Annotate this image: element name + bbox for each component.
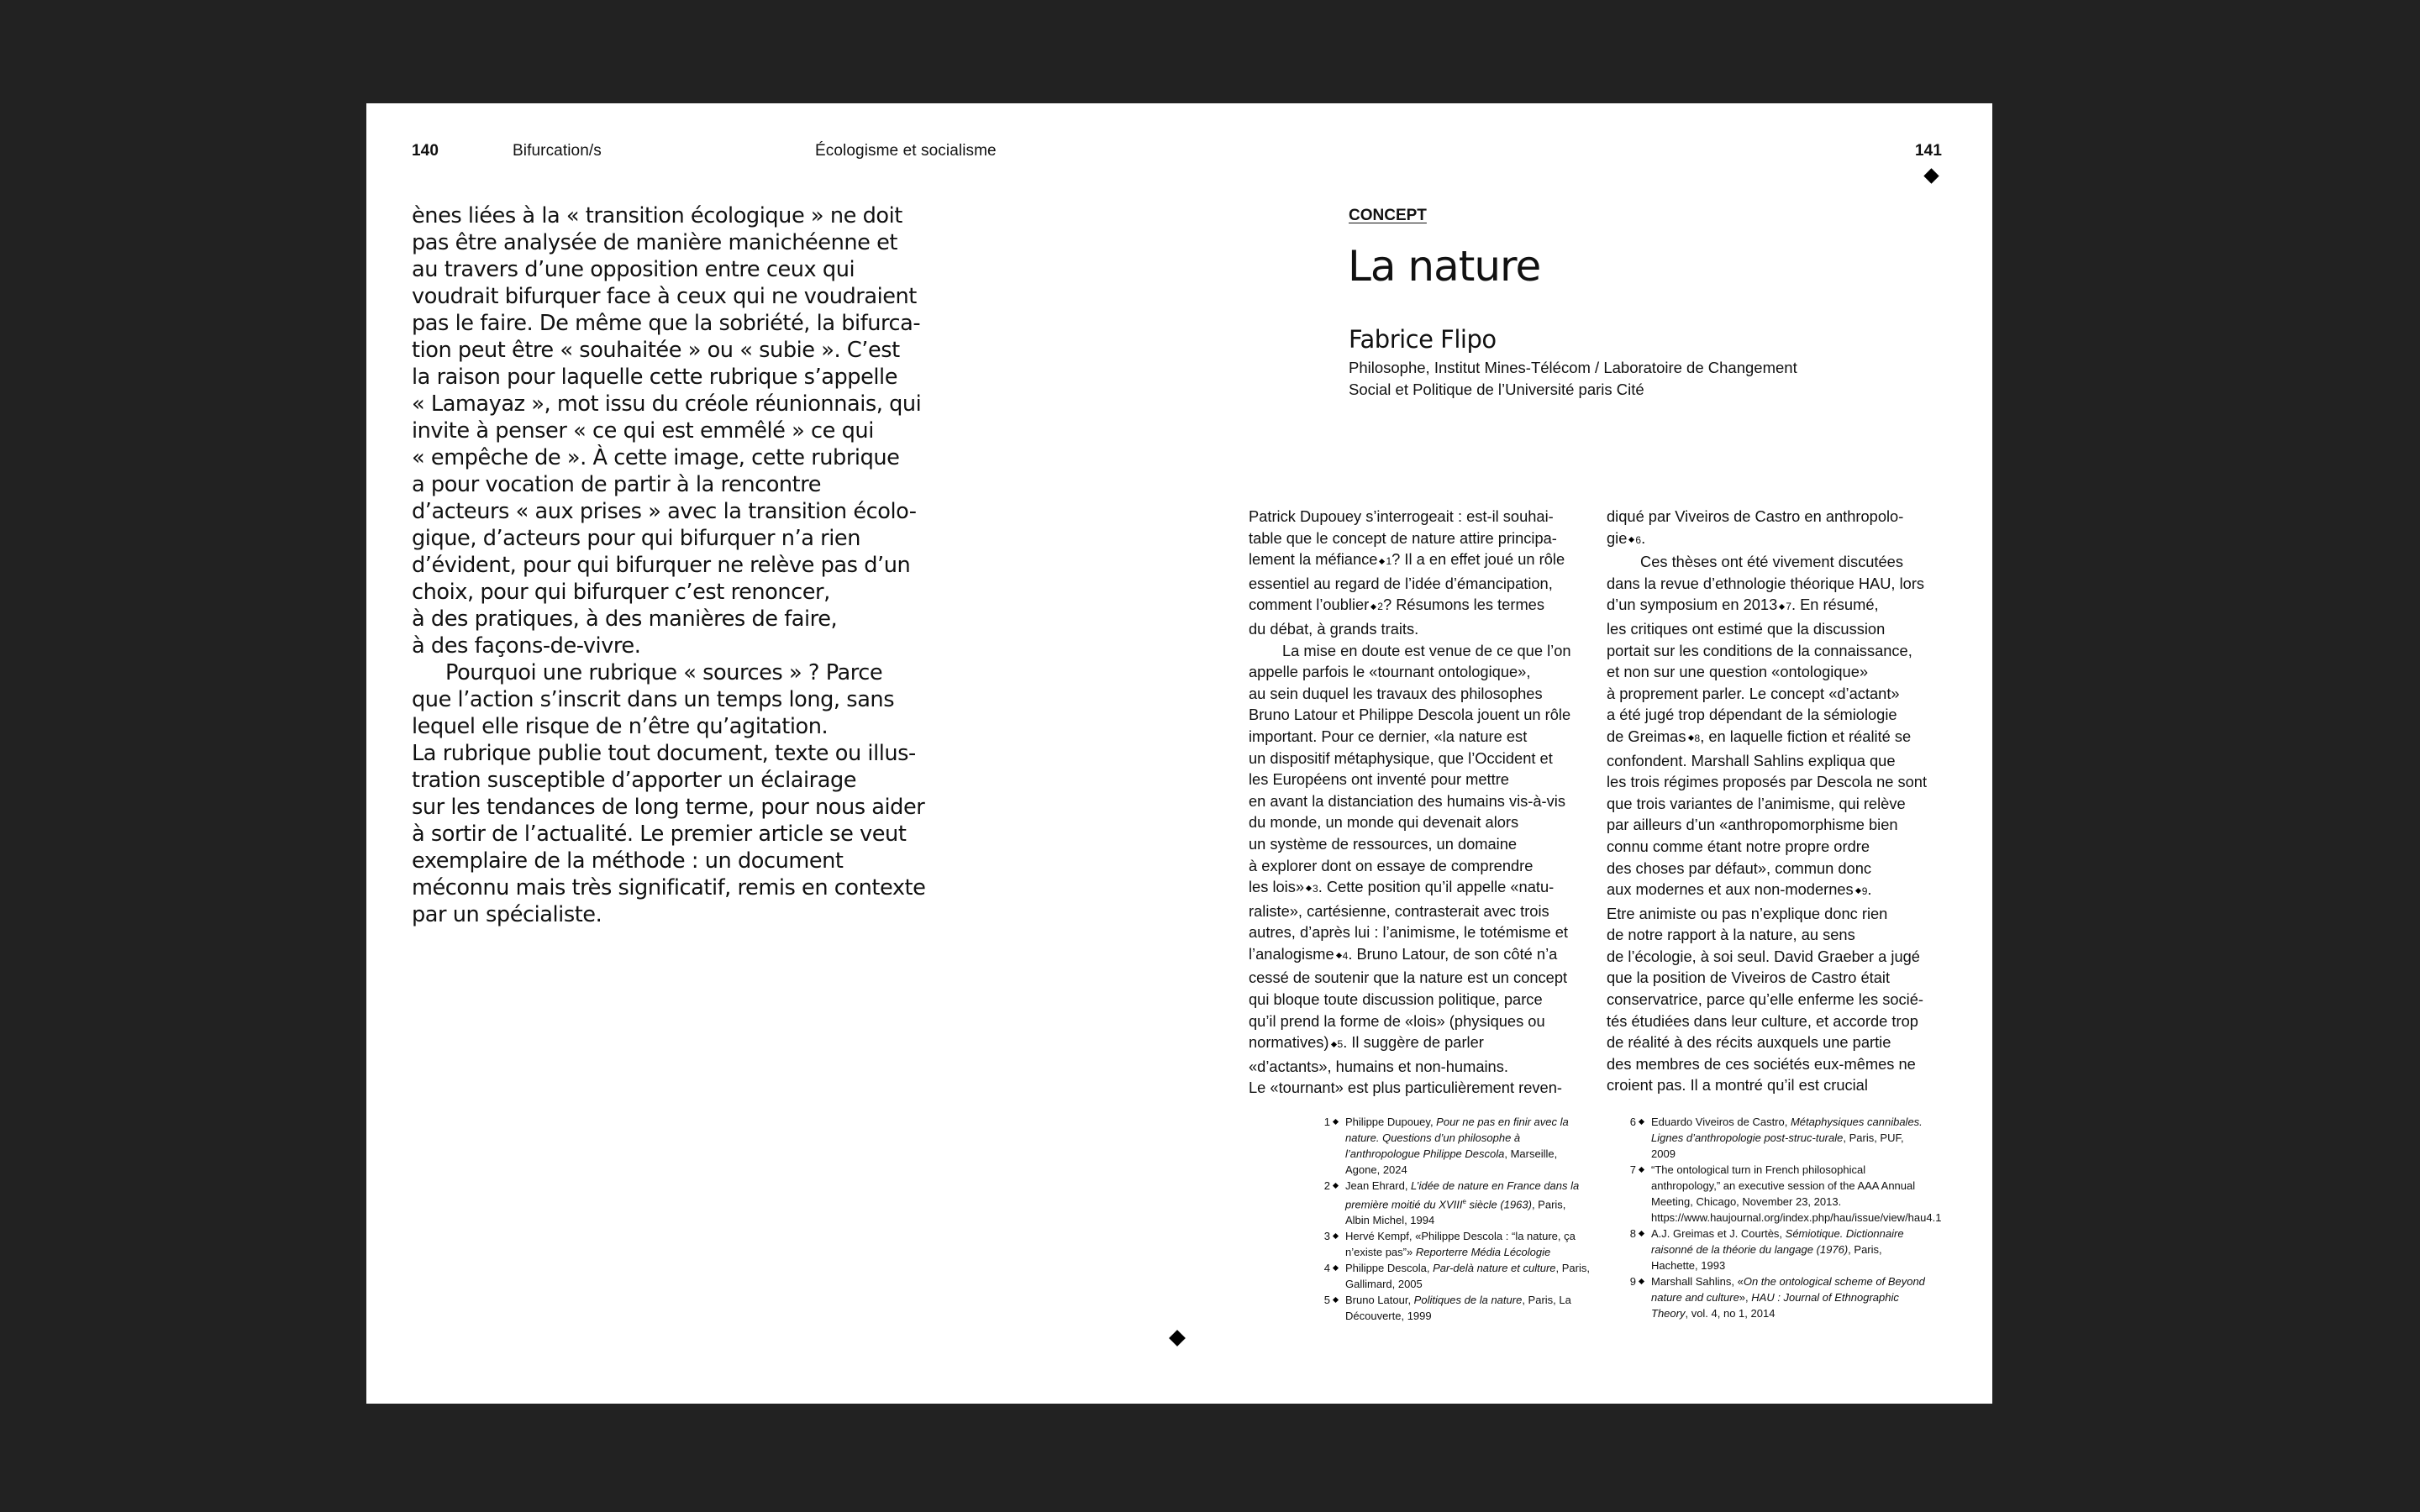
text-line: que l’action s’inscrit dans un temps long, sans xyxy=(412,687,895,712)
line-text: à explorer dont on essaye de comprendre xyxy=(1249,856,1534,874)
line-text: comment l’oublier xyxy=(1249,596,1370,614)
text-line xyxy=(1607,771,1960,793)
footnote-reference[interactable]: 6 xyxy=(1627,534,1641,546)
left-page-number: 140 xyxy=(412,142,439,160)
footnote-item xyxy=(1321,1292,1590,1324)
affiliation-line: Social et Politique de l’Université paris Cité xyxy=(1349,381,1644,398)
text-line xyxy=(1607,661,1960,683)
line-text: Le «tournant» est plus particulièrement reven- xyxy=(1249,1079,1562,1097)
footnote-segment: e xyxy=(1462,1198,1466,1205)
text-line: ènes liées à la « transition écologique » ne doit xyxy=(412,203,902,228)
footnote-number: 1 xyxy=(1321,1114,1338,1130)
footnote-number: 8 xyxy=(1627,1226,1644,1242)
line-text: les trois régimes proposés par Descola ne sont xyxy=(1607,773,1928,791)
text-line: à des façons-de-vivre. xyxy=(412,633,641,659)
footnote-number: 3 xyxy=(1321,1228,1338,1244)
line-text: portait sur les conditions de la connaissance, xyxy=(1607,641,1912,659)
text-line: choix, pour qui bifurquer c’est renoncer, xyxy=(412,580,830,605)
line-text: raliste», cartésienne, contrasterait avec trois xyxy=(1249,901,1549,920)
text-line: pas être analysée de manière manichéenne et xyxy=(412,230,897,255)
text-line xyxy=(1607,879,1960,903)
footnote-segment: , Paris, Gallimard, 2005 xyxy=(1345,1262,1590,1291)
text-line: méconnu mais très significatif, remis en contexte xyxy=(412,875,926,900)
book-spread xyxy=(366,103,1992,1404)
footnote-item xyxy=(1321,1178,1590,1228)
footnote-segment: A.J. Greimas et J. Courtès, xyxy=(1651,1227,1786,1240)
line-text: l’analogisme xyxy=(1249,944,1334,963)
text-line xyxy=(1607,750,1960,772)
text-line xyxy=(1607,1074,1960,1096)
article-column-1 xyxy=(1249,506,1602,1099)
footnote-italic-segment: Reporterre Média Lécologie xyxy=(1415,1246,1551,1259)
article-author: Fabrice Flipo xyxy=(1349,325,1497,354)
text-line: invite à penser « ce qui est emmêlé » ce qui xyxy=(412,418,874,444)
line-text: connu comme étant notre propre ordre xyxy=(1607,837,1870,855)
line-text: normatives) xyxy=(1249,1033,1329,1052)
text-line: tion peut être « souhaitée » ou « subie ». C’est xyxy=(412,338,900,363)
line-text: dans la revue d’ethnologie théorique HAU, lors xyxy=(1607,574,1925,592)
text-line: la raison pour laquelle cette rubrique s’appelle xyxy=(412,365,897,390)
line-text: les Européens ont inventé pour mettre xyxy=(1249,770,1509,789)
line-text: confondent. Marshall Sahlins expliqua que xyxy=(1607,751,1896,769)
text-line xyxy=(1249,748,1602,769)
text-line xyxy=(1607,640,1960,662)
text-line: par un spécialiste. xyxy=(412,902,602,927)
line-text: de notre rapport à la nature, au sens xyxy=(1607,926,1855,944)
footnote-segment: Bruno Latour, xyxy=(1345,1294,1414,1307)
footnote-reference[interactable]: 1 xyxy=(1377,555,1392,567)
article-column-2 xyxy=(1607,506,1960,1096)
text-line xyxy=(1249,876,1602,900)
line-text: gie xyxy=(1607,528,1628,547)
text-line xyxy=(1249,661,1602,683)
footnote-italic-segment: Politiques de la nature xyxy=(1413,1294,1523,1307)
footnotes-column-1 xyxy=(1321,1114,1590,1324)
footnote-segment: “The ontological turn in French philosophical anthropology,” an executive session of the AAA Annual Meeting, Chicago, November 23, 2013. https://www.haujournal.org/index.php/hau/issue/view/hau4.1 xyxy=(1651,1163,1942,1224)
line-text: que trois variantes de l’animisme, qui relève xyxy=(1607,794,1906,812)
footnote-reference[interactable]: 4 xyxy=(1334,950,1349,962)
footnote-reference[interactable]: 5 xyxy=(1329,1038,1344,1050)
text-line: gique, d’acteurs pour qui bifurquer n’a rien xyxy=(412,526,860,551)
footnote-text xyxy=(1345,1114,1590,1178)
line-text: des membres de ces sociétés eux-mêmes ne xyxy=(1607,1054,1916,1073)
text-line xyxy=(1607,967,1960,989)
footnote-italic-segment: Par-delà nature et culture xyxy=(1433,1262,1556,1275)
text-line: d’évident, pour qui bifurquer ne relève pas d’un xyxy=(412,553,911,578)
text-line xyxy=(1249,855,1602,877)
footnote-text xyxy=(1651,1273,1929,1321)
footnote-number: 5 xyxy=(1321,1292,1338,1308)
text-line xyxy=(1607,528,1960,552)
text-line xyxy=(1249,506,1602,528)
text-line: à des pratiques, à des manières de faire, xyxy=(412,606,838,632)
text-line xyxy=(1607,924,1960,946)
line-text: important. Pour ce dernier, «la nature est xyxy=(1249,727,1528,745)
footnote-segment: , Paris, La Découverte, 1999 xyxy=(1345,1294,1571,1323)
text-line xyxy=(1249,618,1602,640)
footnote-text xyxy=(1345,1292,1590,1324)
line-text: par ailleurs d’un «anthropomorphisme bien xyxy=(1607,816,1898,834)
footnote-item xyxy=(1321,1260,1590,1292)
line-text: Etre animiste ou pas n’explique donc rien xyxy=(1607,904,1888,922)
text-line: La rubrique publie tout document, texte ou illus- xyxy=(412,741,916,766)
line-text: que la position de Viveiros de Castro était xyxy=(1607,969,1891,987)
text-line xyxy=(1249,943,1602,968)
text-line xyxy=(1607,506,1960,528)
footnote-text xyxy=(1345,1178,1590,1228)
text-line xyxy=(1607,1053,1960,1075)
footnote-segment: , Paris, Hachette, 1993 xyxy=(1651,1243,1882,1272)
footnote-italic-segment: On the ontological scheme of Beyond nature and culture xyxy=(1651,1275,1925,1304)
left-page-body xyxy=(412,202,933,928)
footnote-number: 4 xyxy=(1321,1260,1338,1276)
line-text: de l’écologie, à soi seul. David Graeber a jugé xyxy=(1607,947,1920,965)
text-line xyxy=(1249,967,1602,989)
diamond-icon xyxy=(1169,1330,1186,1347)
affiliation-line: Philosophe, Institut Mines-Télécom / Laboratoire de Changement xyxy=(1349,359,1797,376)
text-line xyxy=(1249,528,1602,549)
text-line xyxy=(1607,989,1960,1011)
footnote-segment: , Paris, Albin Michel, 1994 xyxy=(1345,1198,1566,1227)
line-text: du monde, un monde qui devenait alors xyxy=(1249,813,1519,832)
line-text: au sein duquel les travaux des philosophes xyxy=(1249,684,1543,702)
line-text: en avant la distanciation des humains vis-à-vis xyxy=(1249,791,1565,810)
footnote-reference[interactable]: 3 xyxy=(1304,883,1318,895)
footnotes-column-2 xyxy=(1627,1114,1942,1321)
text-line xyxy=(1249,900,1602,922)
line-text: La mise en doute est venue de ce que l’on xyxy=(1282,641,1571,659)
text-line xyxy=(1249,704,1602,726)
text-line: exemplaire de la méthode : un document xyxy=(412,848,844,874)
line-text: qui bloque toute discussion politique, parce xyxy=(1249,990,1543,1009)
line-text: «d’actants», humains et non-humains. xyxy=(1249,1057,1508,1075)
line-text: de réalité à des récits auxquels une partie xyxy=(1607,1033,1891,1052)
text-line: sur les tendances de long terme, pour nous aider xyxy=(412,795,925,820)
line-text: Bruno Latour et Philippe Descola jouent un rôle xyxy=(1249,706,1571,724)
text-line xyxy=(1249,833,1602,855)
footnote-reference[interactable]: 9 xyxy=(1854,885,1868,897)
line-text: croient pas. Il a montré qu’il est crucial xyxy=(1607,1076,1868,1095)
footnote-italic-segment: Métaphysiques cannibales. Lignes d’anthropologie post-struc-turale xyxy=(1651,1116,1923,1144)
line-text: ? Résumons les termes xyxy=(1382,596,1544,614)
footnote-text xyxy=(1651,1226,1929,1273)
line-text: essentiel au regard de l’idée d’émancipation, xyxy=(1249,574,1553,592)
line-text: tés étudiées dans leur culture, et accorde trop xyxy=(1607,1011,1918,1030)
text-line: Pourquoi une rubrique « sources » ? Parce xyxy=(445,660,883,685)
text-line xyxy=(1249,594,1602,618)
running-title: Bifurcation/s xyxy=(513,142,602,160)
footnote-segment: Philippe Dupouey, xyxy=(1345,1116,1437,1128)
footnote-number: 9 xyxy=(1627,1273,1644,1289)
footnote-text xyxy=(1345,1260,1590,1292)
text-line: « Lamayaz », mot issu du créole réunionnais, qui xyxy=(412,391,922,417)
footnote-segment: , Paris, PUF, 2009 xyxy=(1651,1131,1904,1160)
line-text: cessé de soutenir que la nature est un concept xyxy=(1249,969,1568,987)
text-line: au travers d’une opposition entre ceux qui xyxy=(412,257,855,282)
text-line: pas le faire. De même que la sobriété, la bifurca- xyxy=(412,311,921,336)
line-text: Patrick Dupouey s’interrogeait : est-il souhai- xyxy=(1249,507,1554,525)
text-line xyxy=(1607,683,1960,705)
line-text: lement la méfiance xyxy=(1249,550,1378,569)
text-line: d’acteurs « aux prises » avec la transition écolo- xyxy=(412,499,917,524)
text-line xyxy=(1249,811,1602,833)
text-line xyxy=(1249,1077,1602,1099)
text-line xyxy=(1607,1011,1960,1032)
footnote-item xyxy=(1321,1114,1590,1178)
line-text: , en laquelle fiction et réalité se xyxy=(1700,727,1912,745)
footnote-reference[interactable]: 8 xyxy=(1686,732,1701,744)
text-line xyxy=(1607,858,1960,879)
diamond-icon xyxy=(1923,168,1939,183)
line-text: de Greimas xyxy=(1607,727,1686,745)
footnote-segment: », xyxy=(1739,1291,1752,1304)
line-text: a été jugé trop dépendant de la sémiologie xyxy=(1607,706,1897,724)
footnote-number: 7 xyxy=(1627,1162,1644,1178)
footnote-text xyxy=(1345,1228,1590,1260)
line-text: des choses par défaut», commun donc xyxy=(1607,858,1872,877)
line-text: ? Il a en effet joué un rôle xyxy=(1392,550,1565,569)
footnote-segment: Philippe Descola, xyxy=(1345,1262,1434,1275)
line-text: . En résumé, xyxy=(1791,596,1879,614)
footnote-reference[interactable]: 2 xyxy=(1369,601,1383,612)
text-line xyxy=(1607,946,1960,968)
text-line: a pour vocation de partir à la rencontre xyxy=(412,472,822,497)
footnote-number: 2 xyxy=(1321,1178,1338,1194)
line-text: un système de ressources, un domaine xyxy=(1249,834,1518,853)
line-text: à proprement parler. Le concept «d’actant» xyxy=(1607,684,1900,702)
text-line xyxy=(1607,814,1960,836)
text-line xyxy=(1249,921,1602,943)
footnote-italic-segment: Pour ne pas en finir avec la nature. Questions d’un philosophe à l’anthropologue Philippe Descola xyxy=(1345,1116,1569,1160)
line-text: . Il suggère de parler xyxy=(1343,1033,1484,1052)
line-text: . xyxy=(1641,528,1646,547)
section-kicker: CONCEPT xyxy=(1349,207,1427,224)
line-text: . Cette position qu’il appelle «natu- xyxy=(1318,878,1555,896)
text-line xyxy=(1249,769,1602,790)
text-line xyxy=(1607,726,1960,750)
footnote-segment: Jean Ehrard, xyxy=(1345,1179,1412,1192)
line-text: autres, d’après lui : l’animisme, le totémisme et xyxy=(1249,923,1568,942)
footnote-segment: , Marseille, Agone, 2024 xyxy=(1345,1147,1558,1176)
text-line xyxy=(1607,793,1960,815)
line-text: conservatrice, parce qu’elle enferme les socié- xyxy=(1607,990,1923,1009)
text-line xyxy=(1249,640,1602,662)
footnote-number: 6 xyxy=(1627,1114,1644,1130)
text-line xyxy=(1607,704,1960,726)
footnote-text xyxy=(1651,1114,1929,1162)
footnote-item xyxy=(1627,1114,1929,1162)
text-line xyxy=(1249,726,1602,748)
footnote-item xyxy=(1627,1162,1942,1226)
text-line xyxy=(1607,551,1960,573)
footnote-segment: , vol. 4, no 1, 2014 xyxy=(1685,1307,1776,1320)
line-text: qu’il prend la forme de «lois» (physiques ou xyxy=(1249,1011,1545,1030)
footnote-italic-segment: L’idée de nature en France dans la première moitié du XVIII xyxy=(1345,1179,1580,1211)
line-text: du débat, à grands traits. xyxy=(1249,619,1419,638)
line-text: appelle parfois le «tournant ontologique», xyxy=(1249,663,1531,681)
footnote-item xyxy=(1627,1273,1929,1321)
footnote-item xyxy=(1627,1226,1929,1273)
footnote-reference[interactable]: 7 xyxy=(1777,601,1791,612)
text-line xyxy=(1249,549,1602,573)
footnote-italic-segment: siècle (1963) xyxy=(1465,1198,1532,1211)
right-page-number: 141 xyxy=(1914,142,1942,160)
line-text: les critiques ont estimé que la discussion xyxy=(1607,619,1886,638)
line-text: les lois» xyxy=(1249,878,1305,896)
text-line xyxy=(1249,790,1602,812)
text-line xyxy=(1249,573,1602,595)
running-section: Écologisme et socialisme xyxy=(815,142,997,160)
text-line: voudrait bifurquer face à ceux qui ne voudraient xyxy=(412,284,917,309)
footnote-italic-segment: HAU : Journal of Ethnographic Theory xyxy=(1651,1291,1899,1320)
text-line: lequel elle risque de n’être qu’agitation. xyxy=(412,714,829,739)
text-line xyxy=(1607,573,1960,595)
text-line xyxy=(1607,1032,1960,1053)
text-line xyxy=(1249,683,1602,705)
footnote-italic-segment: Sémiotique. Dictionnaire raisonné de la théorie du langage (1976) xyxy=(1651,1227,1904,1256)
line-text: un dispositif métaphysique, que l’Occident et xyxy=(1249,748,1553,767)
line-text: . Bruno Latour, de son côté n’a xyxy=(1348,944,1558,963)
text-line: à sortir de l’actualité. Le premier article se veut xyxy=(412,822,907,847)
text-line xyxy=(1607,618,1960,640)
text-line xyxy=(1249,1056,1602,1078)
text-line: « empêche de ». À cette image, cette rubrique xyxy=(412,445,900,470)
text-line xyxy=(1249,1011,1602,1032)
text-line xyxy=(1607,594,1960,618)
footnote-segment: Marshall Sahlins, « xyxy=(1651,1275,1744,1288)
article-title: La nature xyxy=(1348,242,1541,291)
line-text: . xyxy=(1867,880,1872,899)
line-text: Ces thèses ont été vivement discutées xyxy=(1640,553,1903,571)
footnote-item xyxy=(1321,1228,1590,1260)
line-text: diqué par Viveiros de Castro en anthropolo- xyxy=(1607,507,1904,525)
footnote-segment: Eduardo Viveiros de Castro, xyxy=(1651,1116,1791,1128)
line-text: d’un symposium en 2013 xyxy=(1607,596,1778,614)
line-text: table que le concept de nature attire principa- xyxy=(1249,528,1557,547)
text-line xyxy=(1607,836,1960,858)
text-line xyxy=(1607,903,1960,925)
text-line: tration susceptible d’apporter un éclairage xyxy=(412,768,857,793)
author-affiliation xyxy=(1349,357,1870,401)
text-line xyxy=(1249,989,1602,1011)
line-text: aux modernes et aux non-modernes xyxy=(1607,880,1854,899)
line-text: et non sur une question «ontologique» xyxy=(1607,663,1869,681)
footnote-text xyxy=(1651,1162,1942,1226)
text-line xyxy=(1249,1032,1602,1056)
footnote-segment: Hervé Kempf, «Philippe Descola : “la nature, ça n’existe pas”» xyxy=(1345,1230,1576,1259)
